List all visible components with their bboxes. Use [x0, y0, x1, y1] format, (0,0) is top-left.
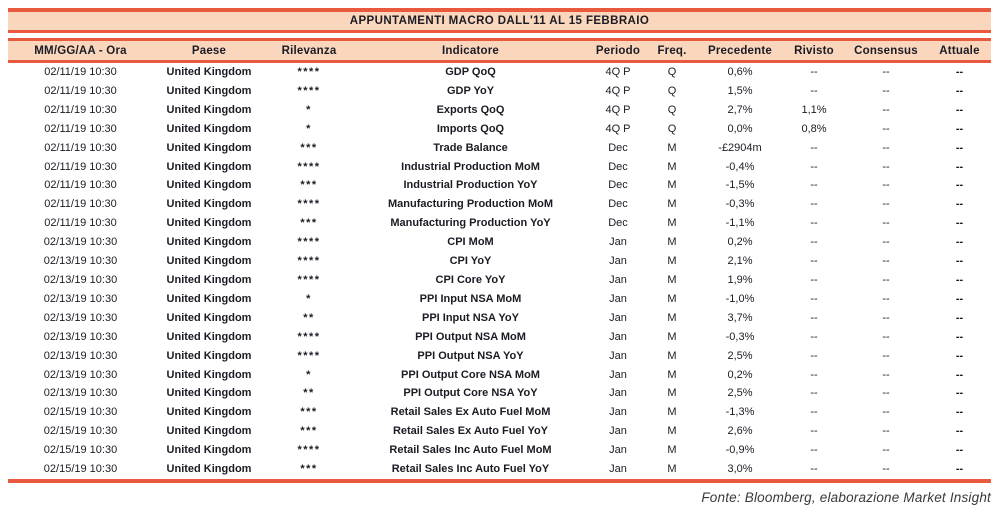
- cell-revised: --: [810, 198, 818, 211]
- cell-consensus: --: [882, 444, 890, 457]
- cell-period: Jan: [609, 425, 627, 438]
- cell-country: United Kingdom: [166, 217, 252, 230]
- cell-actual: --: [955, 84, 964, 97]
- cell-consensus: --: [882, 255, 890, 268]
- cell-relevance: ***: [300, 425, 318, 438]
- cell-previous: 0,6%: [727, 66, 753, 78]
- cell-indicator: Retail Sales Inc Auto Fuel YoY: [391, 463, 550, 476]
- cell-period: Jan: [609, 387, 627, 400]
- cell-revised: --: [810, 444, 818, 457]
- cell-country: United Kingdom: [166, 387, 252, 400]
- cell-revised: --: [810, 141, 818, 154]
- cell-freq: M: [667, 368, 677, 381]
- cell-date: 02/13/19 10:30: [43, 273, 118, 286]
- cell-consensus: --: [882, 198, 890, 211]
- cell-relevance: ****: [297, 273, 321, 286]
- cell-date: 02/13/19 10:30: [43, 349, 118, 362]
- cell-actual: --: [955, 179, 964, 192]
- cell-actual: --: [955, 160, 964, 173]
- cell-date: 02/11/19 10:30: [44, 198, 117, 211]
- column-header-freq: Freq.: [657, 44, 687, 57]
- table-row: [8, 233, 991, 252]
- cell-indicator: GDP QoQ: [445, 66, 496, 78]
- cell-date: 02/15/19 10:30: [43, 444, 118, 457]
- cell-indicator: Industrial Production MoM: [401, 160, 540, 173]
- cell-consensus: --: [882, 217, 890, 230]
- cell-date: 02/13/19 10:30: [43, 236, 118, 249]
- macro-calendar: [8, 8, 991, 505]
- cell-previous: 3,7%: [727, 311, 753, 324]
- cell-previous: -1,0%: [725, 292, 755, 305]
- cell-revised: --: [810, 349, 818, 362]
- cell-date: 02/11/19 10:30: [44, 160, 117, 173]
- cell-actual: --: [955, 103, 964, 116]
- table-row: [8, 195, 991, 214]
- table-row: [8, 101, 991, 120]
- cell-country: United Kingdom: [166, 84, 252, 97]
- cell-consensus: --: [882, 66, 890, 78]
- cell-date: 02/13/19 10:30: [43, 311, 118, 324]
- table-row: [8, 347, 991, 366]
- table-row: [8, 139, 991, 158]
- cell-revised: --: [810, 311, 818, 324]
- cell-revised: --: [810, 217, 818, 230]
- cell-relevance: ***: [300, 179, 318, 192]
- cell-relevance: **: [303, 387, 315, 400]
- cell-country: United Kingdom: [166, 236, 252, 249]
- table-row: [8, 158, 991, 177]
- cell-freq: M: [667, 406, 677, 419]
- cell-consensus: --: [882, 349, 890, 362]
- cell-freq: Q: [667, 103, 677, 116]
- cell-relevance: ****: [297, 198, 321, 211]
- table-row: [8, 82, 991, 101]
- cell-freq: M: [667, 292, 677, 305]
- cell-country: United Kingdom: [166, 122, 252, 135]
- cell-actual: --: [955, 292, 964, 305]
- cell-consensus: --: [882, 236, 890, 249]
- cell-freq: M: [667, 444, 677, 457]
- cell-indicator: PPI Input NSA MoM: [419, 292, 522, 305]
- cell-indicator: Manufacturing Production YoY: [390, 217, 551, 230]
- cell-previous: 3,0%: [727, 463, 753, 476]
- cell-previous: 2,1%: [727, 255, 753, 268]
- table-row: [8, 328, 991, 347]
- cell-relevance: ****: [297, 160, 321, 173]
- cell-consensus: --: [882, 141, 890, 154]
- cell-actual: --: [955, 368, 964, 381]
- column-header-country: Paese: [191, 44, 227, 57]
- cell-country: United Kingdom: [166, 160, 252, 173]
- cell-revised: --: [810, 179, 818, 192]
- cell-freq: M: [667, 160, 677, 173]
- cell-actual: --: [955, 122, 964, 135]
- cell-period: Jan: [609, 236, 627, 249]
- cell-revised: --: [810, 368, 818, 381]
- cell-indicator: Industrial Production YoY: [403, 179, 538, 192]
- cell-previous: -0,3%: [725, 330, 755, 343]
- cell-consensus: --: [882, 122, 890, 135]
- cell-country: United Kingdom: [166, 66, 252, 78]
- cell-actual: --: [955, 66, 964, 78]
- cell-period: Jan: [609, 273, 627, 286]
- cell-date: 02/15/19 10:30: [43, 463, 118, 476]
- table-row: [8, 441, 991, 460]
- cell-previous: 1,9%: [727, 273, 753, 286]
- cell-relevance: *: [306, 103, 312, 116]
- table-row: [8, 62, 991, 82]
- cell-consensus: --: [882, 179, 890, 192]
- cell-relevance: ****: [297, 330, 321, 343]
- cell-revised: --: [810, 406, 818, 419]
- cell-relevance: ***: [300, 463, 318, 476]
- macro-table: [8, 38, 991, 483]
- cell-actual: --: [955, 273, 964, 286]
- cell-revised: --: [810, 255, 818, 268]
- cell-indicator: PPI Output Core NSA YoY: [403, 387, 538, 400]
- cell-consensus: --: [882, 311, 890, 324]
- cell-consensus: --: [882, 368, 890, 381]
- cell-relevance: ***: [300, 406, 318, 419]
- cell-period: Dec: [608, 141, 628, 154]
- cell-revised: --: [810, 387, 818, 400]
- table-row: [8, 271, 991, 290]
- column-header-consensus: Consensus: [854, 44, 918, 57]
- cell-previous: -1,3%: [725, 406, 755, 419]
- cell-revised: --: [810, 84, 818, 97]
- cell-previous: 2,5%: [727, 387, 753, 400]
- cell-consensus: --: [882, 84, 890, 97]
- cell-consensus: --: [882, 463, 890, 476]
- cell-date: 02/11/19 10:30: [44, 103, 117, 116]
- cell-date: 02/11/19 10:30: [44, 122, 117, 135]
- cell-country: United Kingdom: [166, 444, 252, 457]
- column-header-indicator: Indicatore: [442, 44, 499, 57]
- cell-previous: -0,4%: [725, 160, 755, 173]
- cell-revised: 0,8%: [801, 122, 827, 135]
- cell-indicator: Retail Sales Ex Auto Fuel MoM: [390, 406, 551, 419]
- cell-previous: -1,1%: [725, 217, 755, 230]
- cell-country: United Kingdom: [166, 425, 252, 438]
- table-row: [8, 403, 991, 422]
- cell-previous: 0,0%: [727, 122, 753, 135]
- cell-relevance: ****: [297, 255, 321, 268]
- table-row: [8, 366, 991, 385]
- cell-date: 02/11/19 10:30: [44, 84, 117, 97]
- cell-country: United Kingdom: [166, 349, 252, 362]
- cell-period: Jan: [609, 311, 627, 324]
- cell-revised: --: [810, 160, 818, 173]
- cell-indicator: Trade Balance: [433, 141, 508, 154]
- table-row: [8, 176, 991, 195]
- cell-revised: --: [810, 463, 818, 476]
- cell-date: 02/13/19 10:30: [43, 330, 118, 343]
- table-row: [8, 309, 991, 328]
- cell-period: 4Q P: [605, 66, 631, 78]
- cell-relevance: *: [306, 292, 312, 305]
- cell-previous: 2,7%: [727, 103, 753, 116]
- cell-period: Jan: [609, 255, 627, 268]
- table-row: [8, 384, 991, 403]
- cell-freq: M: [667, 463, 677, 476]
- header-row: [8, 40, 991, 62]
- cell-actual: --: [955, 236, 964, 249]
- cell-indicator: PPI Input NSA YoY: [422, 311, 519, 324]
- cell-relevance: **: [303, 311, 315, 324]
- cell-revised: 1,1%: [801, 103, 827, 116]
- table-row: [8, 422, 991, 441]
- cell-previous: -1,5%: [725, 179, 755, 192]
- cell-country: United Kingdom: [166, 273, 252, 286]
- table-body: [8, 62, 991, 481]
- cell-date: 02/13/19 10:30: [43, 292, 118, 305]
- cell-revised: --: [810, 425, 818, 438]
- cell-country: United Kingdom: [166, 406, 252, 419]
- cell-consensus: --: [882, 103, 890, 116]
- column-header-relevance: Rilevanza: [281, 44, 337, 57]
- cell-indicator: CPI MoM: [447, 236, 494, 249]
- cell-relevance: ****: [297, 444, 321, 457]
- cell-actual: --: [955, 463, 964, 476]
- cell-indicator: PPI Output NSA MoM: [415, 330, 526, 343]
- cell-actual: --: [955, 406, 964, 419]
- table-header: [8, 40, 991, 62]
- cell-period: Jan: [609, 406, 627, 419]
- cell-relevance: *: [306, 122, 312, 135]
- cell-country: United Kingdom: [166, 179, 252, 192]
- cell-period: Jan: [609, 368, 627, 381]
- cell-freq: M: [667, 349, 677, 362]
- cell-relevance: ****: [297, 349, 321, 362]
- cell-freq: M: [667, 330, 677, 343]
- cell-consensus: --: [882, 425, 890, 438]
- cell-period: Dec: [608, 217, 628, 230]
- cell-period: 4Q P: [605, 84, 631, 97]
- cell-actual: --: [955, 349, 964, 362]
- cell-consensus: --: [882, 387, 890, 400]
- cell-previous: 0,2%: [727, 368, 753, 381]
- cell-date: 02/13/19 10:30: [43, 255, 118, 268]
- column-header-date: MM/GG/AA - Ora: [34, 44, 127, 57]
- cell-relevance: ****: [297, 84, 321, 97]
- column-header-period: Periodo: [595, 44, 641, 57]
- cell-country: United Kingdom: [166, 141, 252, 154]
- cell-indicator: Retail Sales Ex Auto Fuel YoY: [392, 425, 549, 438]
- cell-country: United Kingdom: [166, 255, 252, 268]
- cell-country: United Kingdom: [166, 330, 252, 343]
- cell-freq: M: [667, 217, 677, 230]
- cell-actual: --: [955, 217, 964, 230]
- cell-indicator: Imports QoQ: [436, 122, 505, 135]
- cell-consensus: --: [882, 406, 890, 419]
- column-header-actual: Attuale: [939, 44, 980, 57]
- cell-actual: --: [955, 387, 964, 400]
- cell-revised: --: [810, 292, 818, 305]
- cell-freq: M: [667, 236, 677, 249]
- cell-date: 02/13/19 10:30: [43, 368, 118, 381]
- cell-country: United Kingdom: [166, 292, 252, 305]
- cell-consensus: --: [882, 160, 890, 173]
- cell-relevance: ****: [297, 236, 321, 249]
- table-row: [8, 290, 991, 309]
- source-note: Fonte: Bloomberg, elaborazione Market Insight: [701, 489, 991, 505]
- cell-consensus: --: [882, 273, 890, 286]
- cell-period: Jan: [609, 463, 627, 476]
- cell-indicator: PPI Output NSA YoY: [417, 349, 524, 362]
- cell-indicator: CPI YoY: [449, 255, 492, 268]
- cell-previous: -0,3%: [725, 198, 755, 211]
- cell-period: Dec: [608, 198, 628, 211]
- cell-date: 02/11/19 10:30: [44, 141, 117, 154]
- cell-relevance: ****: [297, 66, 321, 78]
- cell-freq: M: [667, 179, 677, 192]
- cell-period: Jan: [609, 330, 627, 343]
- cell-country: United Kingdom: [166, 368, 252, 381]
- cell-date: 02/11/19 10:30: [44, 66, 117, 78]
- cell-previous: 2,6%: [727, 425, 753, 438]
- cell-period: Jan: [609, 444, 627, 457]
- cell-period: Dec: [608, 179, 628, 192]
- cell-period: Jan: [609, 292, 627, 305]
- table-row: [8, 252, 991, 271]
- column-header-revised: Rivisto: [794, 44, 834, 57]
- cell-indicator: PPI Output Core NSA MoM: [401, 368, 540, 381]
- cell-freq: M: [667, 141, 677, 154]
- cell-relevance: *: [306, 368, 312, 381]
- cell-date: 02/11/19 10:30: [44, 179, 117, 192]
- cell-freq: M: [667, 198, 677, 211]
- cell-actual: --: [955, 255, 964, 268]
- table-row: [8, 460, 991, 481]
- page-title: APPUNTAMENTI MACRO DALL'11 AL 15 FEBBRAIO: [8, 8, 991, 33]
- cell-date: 02/15/19 10:30: [43, 406, 118, 419]
- cell-revised: --: [810, 66, 818, 78]
- cell-freq: M: [667, 311, 677, 324]
- cell-actual: --: [955, 198, 964, 211]
- cell-revised: --: [810, 273, 818, 286]
- cell-period: 4Q P: [605, 122, 631, 135]
- cell-indicator: Manufacturing Production MoM: [388, 198, 553, 211]
- cell-previous: -£2904m: [718, 141, 762, 154]
- cell-freq: M: [667, 425, 677, 438]
- cell-freq: Q: [667, 122, 677, 135]
- cell-freq: M: [667, 273, 677, 286]
- cell-previous: -0,9%: [725, 444, 755, 457]
- cell-revised: --: [810, 236, 818, 249]
- cell-consensus: --: [882, 330, 890, 343]
- cell-freq: M: [667, 387, 677, 400]
- cell-previous: 1,5%: [727, 84, 753, 97]
- table-row: [8, 214, 991, 233]
- cell-freq: Q: [667, 66, 677, 78]
- cell-date: 02/11/19 10:30: [44, 217, 117, 230]
- cell-relevance: ***: [300, 217, 318, 230]
- cell-indicator: Exports QoQ: [436, 103, 505, 116]
- cell-previous: 2,5%: [727, 349, 753, 362]
- cell-freq: Q: [667, 84, 677, 97]
- cell-date: 02/13/19 10:30: [43, 387, 118, 400]
- table-row: [8, 120, 991, 139]
- cell-actual: --: [955, 330, 964, 343]
- cell-actual: --: [955, 141, 964, 154]
- cell-indicator: CPI Core YoY: [435, 273, 506, 286]
- cell-period: Jan: [609, 349, 627, 362]
- cell-actual: --: [955, 311, 964, 324]
- cell-actual: --: [955, 425, 964, 438]
- cell-country: United Kingdom: [166, 463, 252, 476]
- cell-previous: 0,2%: [727, 236, 753, 249]
- cell-indicator: GDP YoY: [446, 84, 495, 97]
- cell-period: 4Q P: [605, 103, 631, 116]
- cell-period: Dec: [608, 160, 628, 173]
- cell-country: United Kingdom: [166, 103, 252, 116]
- cell-indicator: Retail Sales Inc Auto Fuel MoM: [389, 444, 552, 457]
- cell-date: 02/15/19 10:30: [43, 425, 118, 438]
- cell-actual: --: [955, 444, 964, 457]
- cell-revised: --: [810, 330, 818, 343]
- cell-country: United Kingdom: [166, 311, 252, 324]
- cell-relevance: ***: [300, 141, 318, 154]
- cell-consensus: --: [882, 292, 890, 305]
- cell-freq: M: [667, 255, 677, 268]
- column-header-previous: Precedente: [707, 44, 772, 57]
- cell-country: United Kingdom: [166, 198, 252, 211]
